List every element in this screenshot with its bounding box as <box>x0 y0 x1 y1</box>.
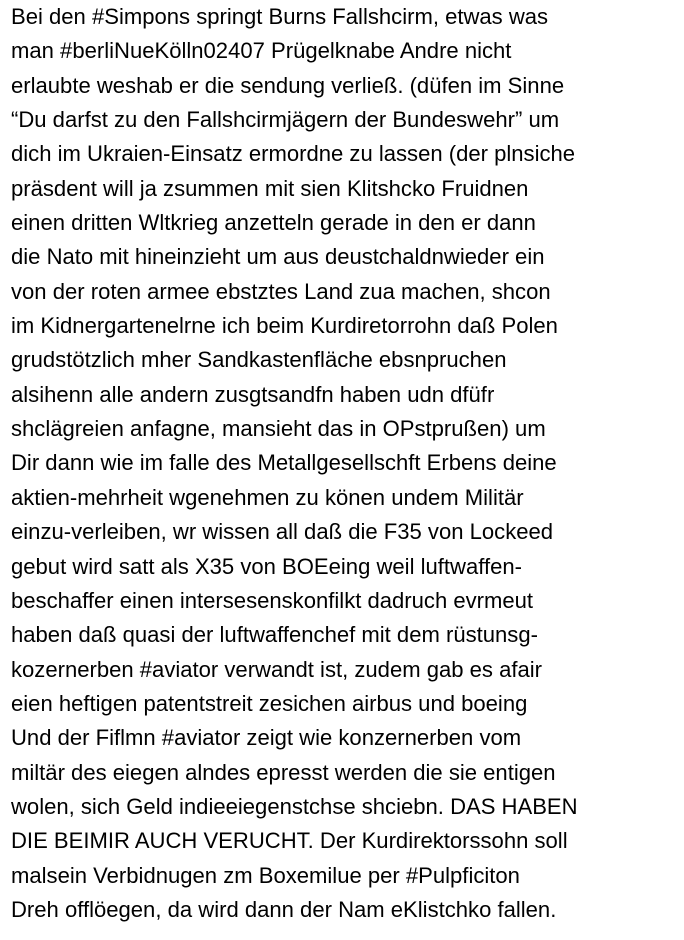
text-line: shclägreien anfagne, mansieht das in OPstprußen) um <box>11 416 546 442</box>
text-line: grudstötzlich mher Sandkastenfläche ebsnpruchen <box>11 347 507 373</box>
text-line: eien heftigen patentstreit zesichen airbus und boeing <box>11 690 528 716</box>
text-line: präsdent will ja zsummen mit sien Klitshcko Fruidnen <box>11 175 529 201</box>
text-line: Dir dann wie im falle des Metallgesellschft Erbens deine <box>11 450 557 476</box>
text-line: die Nato mit hineinzieht um aus deustchaldnwieder ein <box>11 244 545 270</box>
text-line: wolen, sich Geld indieeiegenstchse shciebn. DAS HABEN <box>11 793 578 819</box>
text-line: dich im Ukraien-Einsatz ermordne zu lassen (der plnsiche <box>11 141 576 167</box>
body-text <box>11 0 684 927</box>
text-line: malsein Verbidnugen zm Boxemilue per #Pulpficiton <box>11 862 520 888</box>
text-line: einen dritten Wltkrieg anzetteln gerade in den er dann <box>11 210 536 236</box>
text-line: haben daß quasi der luftwaffenchef mit dem rüstunsg- <box>11 622 538 648</box>
text-line: Dreh offlöegen, da wird dann der Nam eKlistchko fallen. <box>11 896 557 922</box>
text-line: gebut wird satt als X35 von BOEeing weil luftwaffen- <box>11 553 522 579</box>
text-line: erlaubte weshab er die sendung verließ. (düfen im Sinne <box>11 72 565 98</box>
text-line: im Kidnergartenelrne ich beim Kurdiretorrohn daß Polen <box>11 313 558 339</box>
text-line: miltär des eiegen alndes epresst werden die sie entigen <box>11 759 556 785</box>
text-line: man #berliNueKölln02407 Prügelknabe Andre nicht <box>11 38 512 64</box>
text-line: aktien-mehrheit wgenehmen zu könen undem Militär <box>11 484 524 510</box>
text-line: “Du darfst zu den Fallshcirmjägern der Bundeswehr” um <box>11 107 560 133</box>
text-line: DIE BEIMIR AUCH VERUCHT. Der Kurdirektorssohn soll <box>11 828 568 854</box>
text-line: einzu-verleiben, wr wissen all daß die F35 von Lockeed <box>11 519 554 545</box>
text-line: alsihenn alle andern zusgtsandfn haben udn dfüfr <box>11 381 495 407</box>
text-line: von der roten armee ebstztes Land zua machen, shcon <box>11 278 551 304</box>
text-line: Bei den #Simpons springt Burns Fallshcirm, etwas was <box>11 4 549 29</box>
text-line: Und der Fiflmn #aviator zeigt wie konzernerben vom <box>11 725 522 751</box>
text-line: beschaffer einen intersesenskonfilkt dadruch evrmeut <box>11 587 534 613</box>
text-line: kozernerben #aviator verwandt ist, zudem gab es afair <box>11 656 543 682</box>
